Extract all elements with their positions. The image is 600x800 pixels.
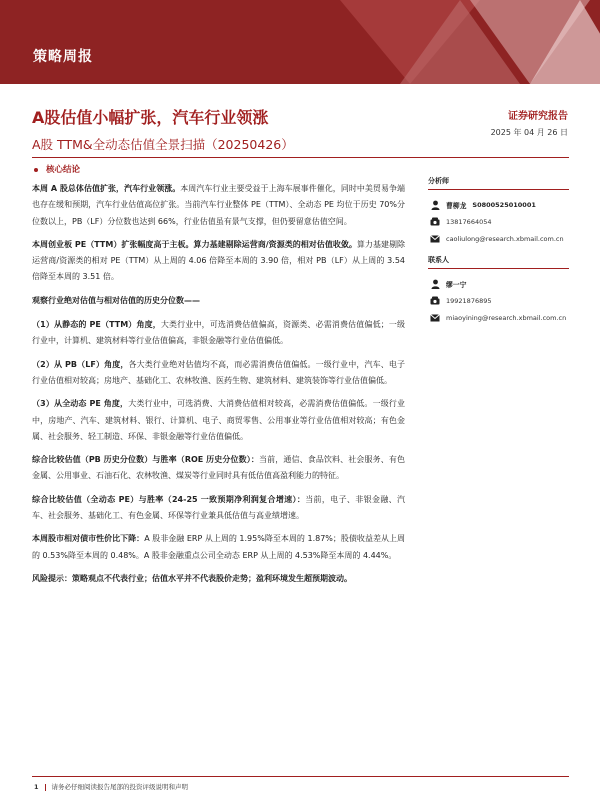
- analyst-email[interactable]: caoliulong@research.xbmail.com.cn: [446, 234, 564, 243]
- phone-icon: [428, 217, 442, 227]
- page-footer: [34, 782, 188, 791]
- footer-divider: [32, 776, 569, 777]
- contact-name: 缪一宁: [446, 280, 467, 289]
- banner-decoration: [530, 0, 600, 84]
- analyst-name: 曹柳龙: [446, 201, 467, 210]
- mail-icon: [428, 234, 442, 244]
- paragraph-lead: 本周股市相对债市性价比下降：: [32, 534, 145, 544]
- paragraph-text: A 股非金融 ERP 从上周的 1.95%降至本周的 1.87%；股债收益差从上周的 0.53%降至本周的 0.48%。A 股非金融重点公司全动态 ERP 从上周的 4.53%降至本周的 4.44%。: [32, 534, 405, 560]
- footer-separator: [45, 784, 46, 791]
- paragraph-lead: 本周创业板 PE（TTM）扩张幅度高于主板。算力基建剔除运营商/资源类的相对估值收敛。: [32, 239, 357, 249]
- paragraph-text: 大类行业中，可选消费估值偏高，资源类、必需消费估值偏低；一级行业中，计算机、建筑材料等行业估值偏高，非银金融等行业估值偏低。: [32, 320, 405, 346]
- phone-icon: [428, 296, 442, 306]
- person-icon: [428, 279, 442, 289]
- person-icon: [428, 200, 442, 210]
- paragraph-lead: 本周 A 股总体估值扩张，汽车行业领涨。: [32, 184, 181, 193]
- contact-phone: 19921876895: [446, 296, 492, 305]
- paragraph: [32, 237, 405, 286]
- risk-warning: [32, 571, 405, 587]
- main-body: [32, 181, 405, 594]
- paragraph-text: 本周汽车行业主要受益于上海车展事件催化，同时中美贸易争端也存在缓和预期，汽车行业估值高位扩张。当前汽车行业整体 PE（TTM）、全动态 PE 均位于历史 70%分位数以上，PB（LF）分位数也达到 66%，行业估值虽有景气支撑，但仍要留意估值空间。: [32, 184, 406, 226]
- paragraph-lead: 综合比较估值（全动态 PE）与胜率（24-25 一致预期净利润复合增速）：: [32, 494, 306, 504]
- paragraph: [32, 396, 405, 445]
- paragraph-text: 当前，电子、非银金融、汽车、社会服务、基础化工、有色金属、环保等行业兼具低估值与高业绩增速。: [32, 494, 406, 521]
- paragraph-lead: （2）从 PB（LF）角度，: [32, 359, 129, 369]
- analyst-name-row: [428, 196, 569, 213]
- analyst-phone: 13817664054: [446, 217, 492, 226]
- paragraph: [32, 357, 405, 390]
- report-type: 证券研究报告: [508, 111, 568, 122]
- paragraph-lead: （1）从静态的 PE（TTM）角度，: [32, 320, 161, 330]
- paragraph: [32, 293, 405, 309]
- paragraph: [32, 531, 405, 564]
- paragraph-lead: 风险提示：策略观点不代表行业；估值水平并不代表股价走势；盈利环境发生超预期波动。: [32, 573, 352, 583]
- paragraph: [32, 492, 405, 525]
- paragraph-text: 算力基建剔除运营商/资源类的相对 PE（TTM）从上周的 4.06 倍降至本周的 3.90 倍，相对 PB（LF）从上周的 3.54 倍降至本周的 3.51 倍。: [32, 239, 406, 282]
- bullet-icon: [34, 168, 38, 172]
- analyst-email-row[interactable]: [428, 230, 569, 247]
- analyst-cert: S0800525010001: [472, 200, 536, 209]
- header-banner: [0, 0, 600, 84]
- contact-sidebar: [428, 176, 569, 326]
- paragraph-lead: 观察行业绝对估值与相对估值的历史分位数——: [32, 295, 200, 305]
- section-heading: [34, 163, 80, 175]
- analyst-heading: 分析师: [428, 176, 569, 190]
- paragraph: [32, 452, 405, 485]
- paragraph-text: 各大类行业绝对估值均不高，而必需消费估值偏低。一级行业中，汽车、电子行业估值相对较高；房地产、基础化工、农林牧渔、医药生物、建筑材料、建筑装饰等行业估值偏低。: [32, 359, 406, 385]
- paragraph-lead: 综合比较估值（PB 历史分位数）与胜率（ROE 历史分位数）：: [32, 455, 259, 465]
- paragraph-lead: （3）从全动态 PE 角度，: [32, 399, 129, 409]
- mail-icon: [428, 313, 442, 323]
- analyst-phone-row: [428, 213, 569, 230]
- report-series-label: 策略周报: [33, 49, 93, 65]
- report-date: 2025 年 04 月 26 日: [490, 128, 568, 137]
- section-heading-text: 核心结论: [46, 165, 81, 175]
- page-number: 1: [34, 783, 39, 791]
- contact-name-row: [428, 275, 569, 292]
- contact-phone-row: [428, 292, 569, 309]
- page-subtitle: A股 TTM&全动态估值全景扫描（20250426）: [32, 137, 294, 152]
- page-title: A股估值小幅扩张，汽车行业领涨: [32, 108, 269, 127]
- footer-disclaimer: 请务必仔细阅读报告尾部的投资评级说明和声明: [51, 783, 189, 791]
- paragraph: [32, 181, 405, 230]
- contact-email[interactable]: miaoyining@research.xbmail.com.cn: [446, 313, 567, 322]
- paragraph-text: 大类行业中，可选消费、大消费估值相对较高，必需消费估值偏低。一级行业中，房地产、汽车、建筑材料、银行、计算机、电子、商贸零售、公用事业等行业估值相对较高；有色金属、社会服务、轻工制造、环保、非银金融等行业估值偏低。: [32, 399, 406, 441]
- paragraph: [32, 317, 405, 350]
- paragraph-text: 当前，通信、食品饮料、社会服务、有色金属、公用事业、石油石化、农林牧渔、煤炭等行业同时具有低估值高盈利能力的特征。: [32, 455, 405, 481]
- contact-email-row[interactable]: [428, 309, 569, 326]
- contact-heading: 联系人: [428, 255, 569, 269]
- title-divider: [32, 157, 569, 158]
